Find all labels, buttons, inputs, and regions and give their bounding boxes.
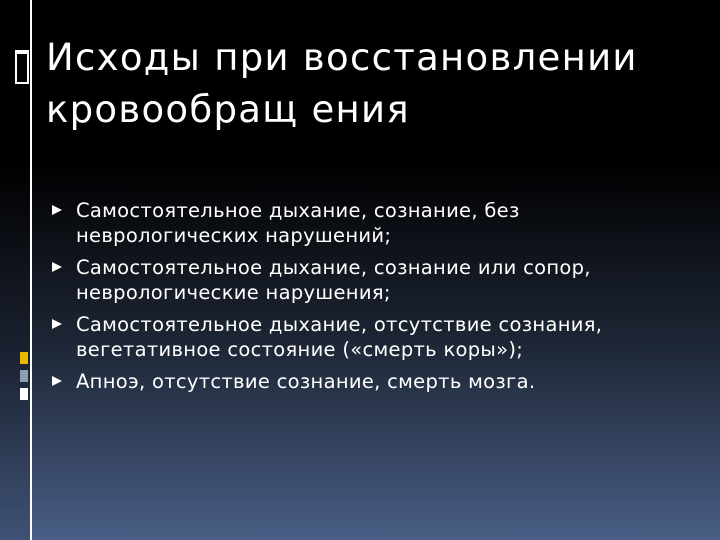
bullet-item	[52, 369, 692, 394]
slide-title: Исходы при восстановлении кровообращ ения	[46, 36, 638, 131]
left-vertical-rule	[30, 0, 32, 540]
bullet-text: Самостоятельное дыхание, сознание или сопор, неврологические нарушения;	[76, 256, 591, 304]
decorative-white-square	[20, 388, 28, 400]
bullet-item	[52, 255, 692, 305]
triangle-right-bullet-icon	[52, 376, 62, 386]
bullet-text: Самостоятельное дыхание, отсутствие сознания, вегетативное состояние («смерть коры»);	[76, 313, 603, 361]
triangle-right-bullet-icon	[52, 319, 62, 329]
bullet-text: Самостоятельное дыхание, сознание, без неврологических нарушений;	[76, 199, 520, 247]
bullet-list	[52, 198, 692, 401]
decorative-slate-square	[20, 370, 28, 382]
decorative-gold-square	[20, 352, 28, 364]
bullet-item	[52, 312, 692, 362]
triangle-right-bullet-icon	[52, 262, 62, 272]
bullet-item	[52, 198, 692, 248]
triangle-right-bullet-icon	[52, 205, 62, 215]
decorative-square-inner	[17, 54, 27, 82]
bullet-text: Апноэ, отсутствие сознание, смерть мозга.	[76, 370, 536, 393]
